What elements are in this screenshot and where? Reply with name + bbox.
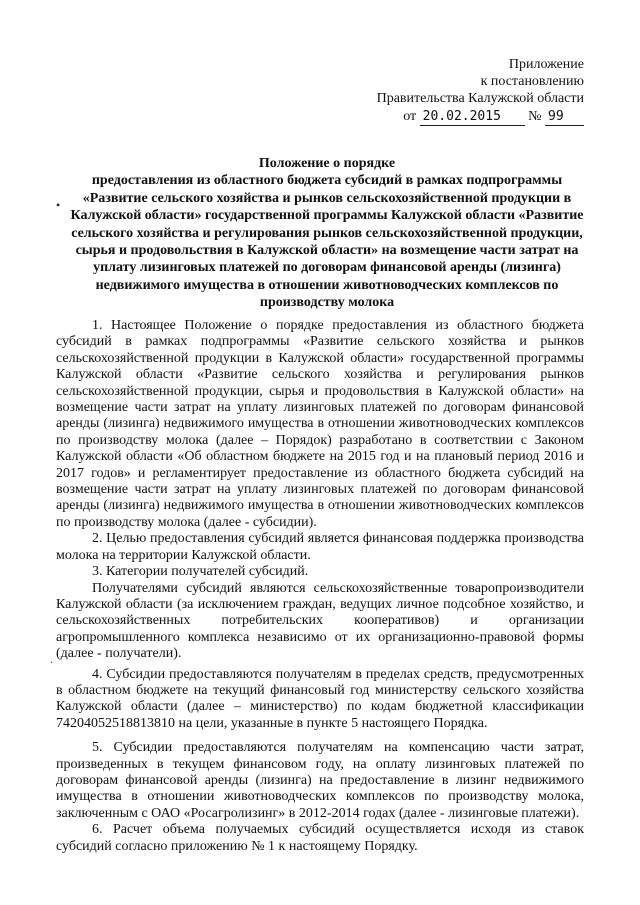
appendix-resolution: к постановлению [480,74,584,89]
resolution-number: 99 [545,108,584,126]
paragraph-4: 4. Субсидии предоставляются получателям в пределах средств, предусмотренных в областном бюджете на текущий финансовый год министерству сельского хозяйства Калужской области (далее – министерство) по кодам бюджетной классификации 74204052518813810 на цели, указанные в пункте 5 настоящего Порядка. [56,666,584,731]
document-body [56,318,584,855]
paragraph-2: 2. Целью предоставления субсидий является финансовая поддержка производства молока на территории Калужской области. [56,531,584,563]
appendix-authority: Правительства Калужской области [376,91,584,106]
title-line-1: Положение о порядке [258,156,396,171]
title-rest: предоставления из областного бюджета субсидий в рамках подпрограммы «Развитие сельского хозяйства и рынков сельскохозяйственной продукции в Калужской области» государственной программы Калужской области «Развитие сельского хозяйства и регулирования рынков сельскохозяйственной продукции, сырья и продовольствия в Калужской области» на возмещение части затрат на уплату лизинговых платежей по договорам финансовой аренды (лизинга) недвижимого имущества в отношении животноводческих комплексов по производству молока [70,173,584,311]
paragraph-5: 5. Субсидии предоставляются получателям на компенсацию части затрат, произведенных в текущем финансовом году, на оплату лизинговых платежей по договорам финансовой аренды (лизинга) на предоставление в лизинг недвижимого имущества в отношении животноводческих комплексов по производству молока, заключенным с ОАО «Росагролизинг» в 2012-2014 годах (далее - лизинговые платежи). [56,740,584,821]
appendix-title: Приложение [508,57,584,72]
paragraph-6: 6. Расчет объема получаемых субсидий осуществляется исходя из ставок субсидий согласно приложению № 1 к настоящему Порядку. [56,822,584,854]
appendix-header [324,56,584,126]
paragraph-1: 1. Настоящее Положение о порядке предоставления из областного бюджета субсидий в рамках подпрограммы «Развитие сельского хозяйства и рынков сельскохозяйственной продукции в Калужской области» государственной программы Калужской области «Развитие сельского хозяйства и регулирования рынков сельскохозяйственной продукции, сырья и продовольствия в Калужской области» на возмещение части затрат на уплату лизинговых платежей по договорам финансовой аренды (лизинга) недвижимого имущества в отношении животноводческих комплексов по производству молока (далее – Порядок) разработано в соответствии с Законом Калужской области «Об областном бюджете на 2015 год и на плановый период 2016 и 2017 годов» и регламентирует предоставление из областного бюджета субсидий на возмещение части затрат на уплату лизинговых платежей по договорам финансовой аренды (лизинга) недвижимого имущества в отношении животноводческих комплексов по производству молока (далее - субсидии). [56,318,584,530]
paragraph-3-detail: Получателями субсидий являются сельскохозяйственные товаропроизводители Калужской области (за исключением граждан, ведущих личное подсобное хозяйство, и сельскохозяйственных потребительских кооперативов) и организации агропромышленного комплекса независимо от их организационно-правовой формы (далее - получатели). [56,580,584,662]
date-prefix: от [403,109,417,124]
paragraph-3: 3. Категории получателей субсидий. [92,564,309,580]
number-prefix: № [528,109,542,124]
scan-mark: • [56,198,61,212]
scan-mark: . [50,652,53,666]
appendix-date-line [324,108,584,126]
document-title [62,155,592,312]
resolution-date: 20.02.2015 [420,108,525,126]
